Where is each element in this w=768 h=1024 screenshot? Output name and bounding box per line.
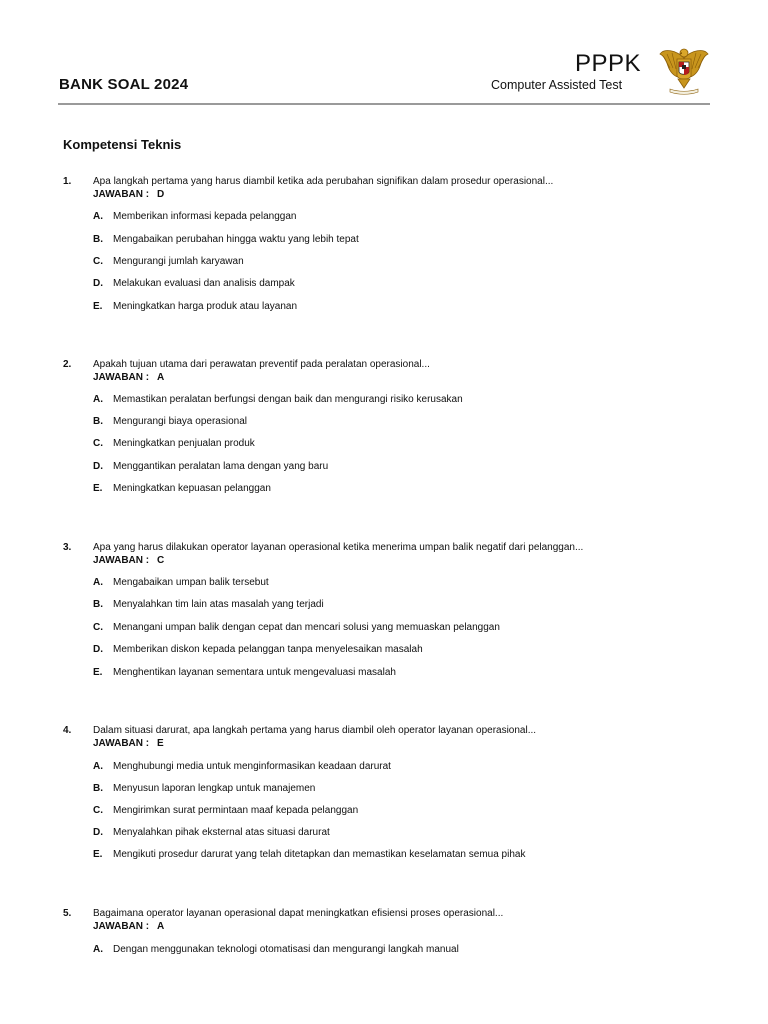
question-number: 3. bbox=[63, 542, 72, 553]
option-text: Menghentikan layanan sementara untuk mengevaluasi masalah bbox=[113, 667, 396, 678]
option-letter: D. bbox=[93, 278, 103, 289]
answer-label: JAWABAN : bbox=[93, 372, 150, 383]
option-letter: C. bbox=[93, 256, 103, 267]
option-letter: B. bbox=[93, 234, 103, 245]
garuda-emblem-icon bbox=[658, 44, 710, 96]
answer-key bbox=[93, 921, 164, 932]
answer-value: C bbox=[157, 555, 165, 566]
answer-label: JAWABAN : bbox=[93, 555, 150, 566]
option-text: Mengurangi biaya operasional bbox=[113, 416, 247, 427]
answer-value: A bbox=[157, 921, 165, 932]
option-text: Meningkatkan kepuasan pelanggan bbox=[113, 483, 271, 494]
option-letter: D. bbox=[93, 827, 103, 838]
question-text: Apa yang harus dilakukan operator layanan operasional ketika menerima umpan balik negatif dari pelanggan... bbox=[93, 542, 584, 553]
option-letter: C. bbox=[93, 438, 103, 449]
answer-value: E bbox=[157, 738, 164, 749]
option-text: Meningkatkan penjualan produk bbox=[113, 438, 255, 449]
option-text: Menyusun laporan lengkap untuk manajemen bbox=[113, 783, 316, 794]
option-letter: C. bbox=[93, 622, 103, 633]
option-text: Menyalahkan pihak eksternal atas situasi darurat bbox=[113, 827, 330, 838]
option-text: Menyalahkan tim lain atas masalah yang terjadi bbox=[113, 599, 324, 610]
question-number: 1. bbox=[63, 176, 72, 187]
question-text: Bagaimana operator layanan operasional dapat meningkatkan efisiensi proses operasional... bbox=[93, 908, 504, 919]
answer-value: D bbox=[157, 189, 165, 200]
option-letter: C. bbox=[93, 805, 103, 816]
option-text: Memberikan diskon kepada pelanggan tanpa menyelesaikan masalah bbox=[113, 644, 423, 655]
option-letter: B. bbox=[93, 783, 103, 794]
option-letter: D. bbox=[93, 644, 103, 655]
question-text: Apakah tujuan utama dari perawatan preventif pada peralatan operasional... bbox=[93, 359, 430, 370]
option-text: Meningkatkan harga produk atau layanan bbox=[113, 301, 298, 312]
answer-key bbox=[93, 372, 164, 383]
option-text: Melakukan evaluasi dan analisis dampak bbox=[113, 278, 295, 289]
page-header bbox=[0, 0, 768, 110]
option-text: Mengabaikan perubahan hingga waktu yang lebih tepat bbox=[113, 234, 359, 245]
question-text: Apa langkah pertama yang harus diambil ketika ada perubahan signifikan dalam prosedur operasional... bbox=[93, 176, 554, 187]
pppk-brand: PPPK bbox=[575, 50, 642, 77]
option-letter: D. bbox=[93, 461, 103, 472]
answer-label: JAWABAN : bbox=[93, 738, 150, 749]
answer-key bbox=[93, 738, 164, 749]
answer-value: A bbox=[157, 372, 165, 383]
answer-key bbox=[93, 555, 164, 566]
option-text: Menggantikan peralatan lama dengan yang baru bbox=[113, 461, 329, 472]
option-text: Menghubungi media untuk menginformasikan keadaan darurat bbox=[113, 761, 391, 772]
cat-subtitle: Computer Assisted Test bbox=[491, 78, 623, 92]
option-letter: A. bbox=[93, 211, 103, 222]
option-letter: E. bbox=[93, 667, 103, 678]
option-letter: E. bbox=[93, 301, 103, 312]
option-letter: A. bbox=[93, 577, 103, 588]
option-text: Memberikan informasi kepada pelanggan bbox=[113, 211, 297, 222]
question-text: Dalam situasi darurat, apa langkah pertama yang harus diambil oleh operator layanan operasional... bbox=[93, 725, 537, 736]
option-letter: A. bbox=[93, 761, 103, 772]
option-letter: B. bbox=[93, 416, 103, 427]
option-text: Menangani umpan balik dengan cepat dan mencari solusi yang memuaskan pelanggan bbox=[113, 622, 500, 633]
option-letter: E. bbox=[93, 849, 103, 860]
option-text: Mengabaikan umpan balik tersebut bbox=[113, 577, 269, 588]
option-letter: E. bbox=[93, 483, 103, 494]
option-letter: A. bbox=[93, 394, 103, 405]
answer-label: JAWABAN : bbox=[93, 189, 150, 200]
option-letter: A. bbox=[93, 944, 103, 955]
question-number: 4. bbox=[63, 725, 72, 736]
option-text: Memastikan peralatan berfungsi dengan baik dan mengurangi risiko kerusakan bbox=[113, 394, 463, 405]
option-text: Dengan menggunakan teknologi otomatisasi dan mengurangi langkah manual bbox=[113, 944, 459, 955]
bank-soal-title: BANK SOAL 2024 bbox=[59, 76, 189, 93]
option-letter: B. bbox=[93, 599, 103, 610]
answer-key bbox=[93, 189, 164, 200]
question-number: 5. bbox=[63, 908, 72, 919]
option-text: Mengikuti prosedur darurat yang telah ditetapkan dan memastikan keselamatan semua pihak bbox=[113, 849, 526, 860]
header-divider bbox=[58, 103, 710, 105]
option-text: Mengirimkan surat permintaan maaf kepada pelanggan bbox=[113, 805, 359, 816]
answer-label: JAWABAN : bbox=[93, 921, 150, 932]
option-text: Mengurangi jumlah karyawan bbox=[113, 256, 244, 267]
question-number: 2. bbox=[63, 359, 72, 370]
section-title: Kompetensi Teknis bbox=[63, 137, 182, 152]
